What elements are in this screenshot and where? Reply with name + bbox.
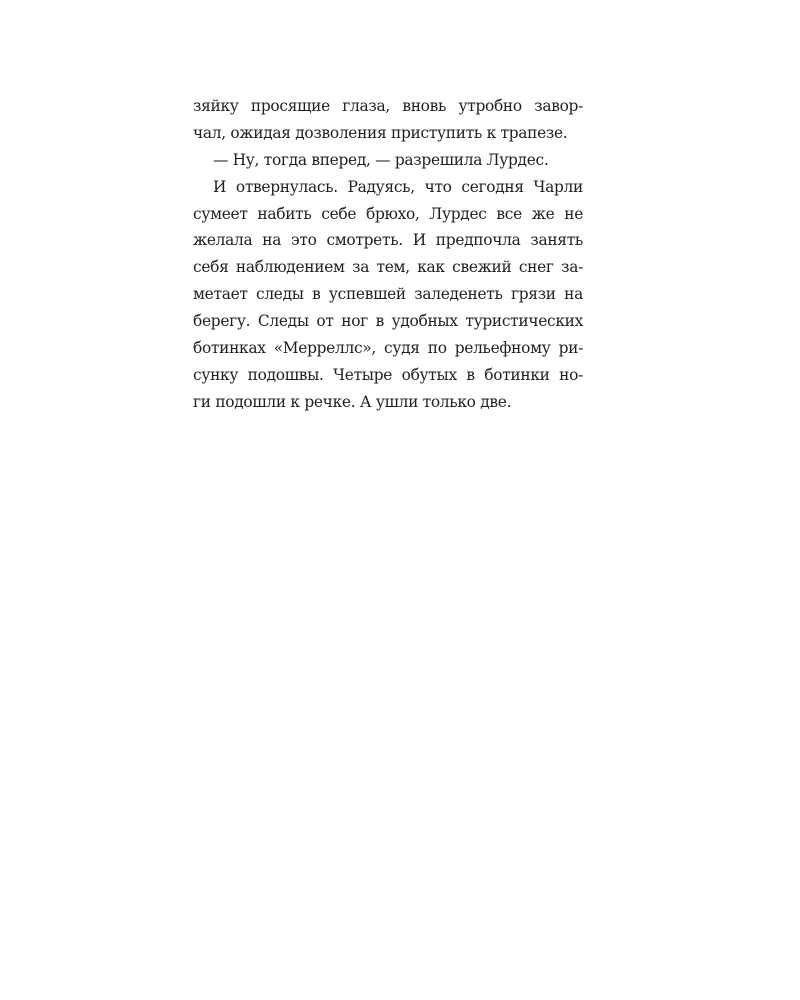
text-line: ботинках «Мерреллс», судя по рельефному ри-: [193, 339, 583, 358]
text-line: ги подошли к речке. А ушли только две.: [193, 392, 512, 411]
text-line: сумеет набить себе брюхо, Лурдес все же не: [193, 204, 583, 223]
text-line: желала на это смотреть. И предпочла занять: [193, 231, 583, 250]
text-line: И отвернулась. Радуясь, что сегодня Чарли: [213, 177, 583, 196]
text-line: зяйку просящие глаза, вновь утробно завор-: [193, 97, 583, 115]
dialogue-line: — Ну, тогда вперед, — разрешила Лурдес.: [213, 150, 549, 169]
text-line: сунку подошвы. Четыре обутых в ботинки но-: [193, 365, 583, 384]
text-line: себя наблюдением за тем, как свежий снег за-: [193, 258, 583, 277]
text-line: чал, ожидая дозволения приступить к трапезе.: [193, 123, 568, 142]
text-line: берегу. Следы от ног в удобных туристических: [193, 312, 583, 331]
text-line: метает следы в успевшей заледенеть грязи на: [193, 285, 583, 304]
book-page-text: [193, 93, 583, 416]
